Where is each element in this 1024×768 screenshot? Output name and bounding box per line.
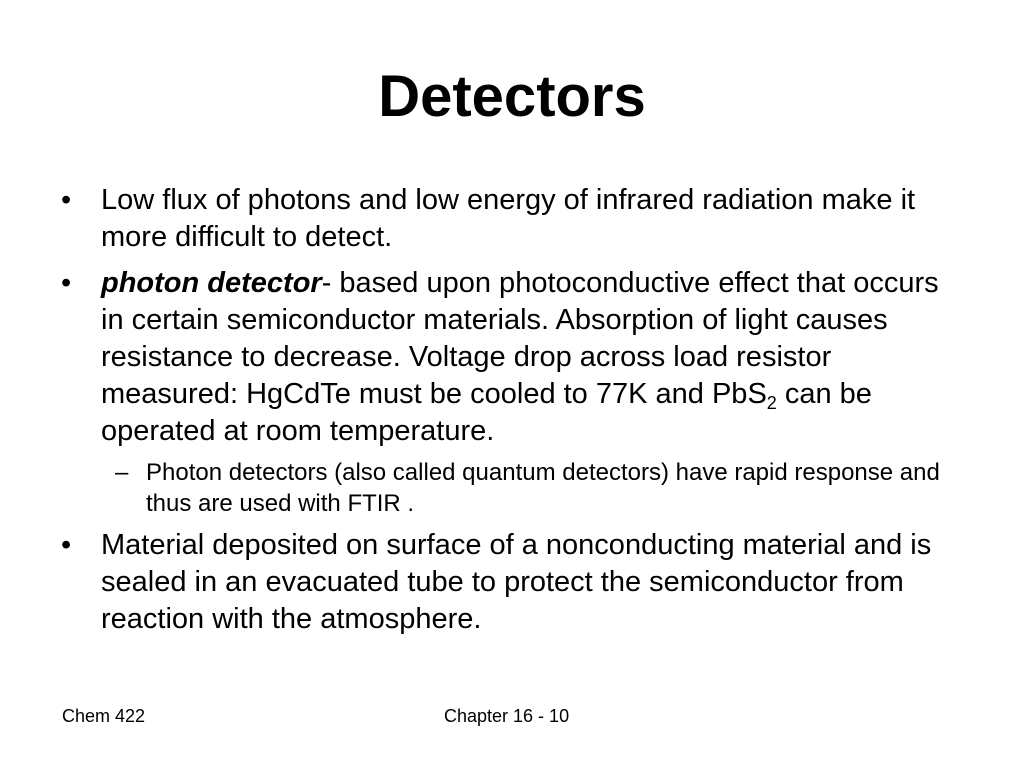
bullet-item-2 xyxy=(55,265,955,450)
bullet-term: photon detector xyxy=(101,267,322,299)
bullet-text: Low flux of photons and low energy of infrared radiation make it more difficult to detect. xyxy=(101,184,916,253)
bullet-text: - based upon photoconductive effect that occurs in certain semiconductor materials. Absorption of light causes resistance to decrease. Voltage drop across load resistor measured: HgCdTe must be cooled to 77K and PbS xyxy=(101,267,939,410)
bullet-marker: • xyxy=(61,184,72,216)
bullet-text: Material deposited on surface of a nonconducting material and is sealed in an evacuated tube to protect the semiconductor from reaction with the atmosphere. xyxy=(101,529,932,635)
bullet-item-1 xyxy=(55,182,955,256)
bullet-marker: • xyxy=(61,267,72,299)
footer-page-number: Chapter 16 - 10 xyxy=(444,706,570,726)
sub-bullet-text: Photon detectors (also called quantum detectors) have rapid response and thus are used with FTIR . xyxy=(146,459,940,517)
bullet-text-continued: can be operated at room temperature. xyxy=(101,378,872,447)
sub-bullet-item xyxy=(55,457,955,519)
bullet-item-3 xyxy=(55,527,955,638)
sub-bullet-marker: – xyxy=(115,459,129,486)
subscript: 2 xyxy=(766,393,777,413)
footer-course: Chem 422 xyxy=(62,706,146,726)
slide-title: Detectors xyxy=(378,64,646,129)
bullet-list xyxy=(55,182,955,647)
bullet-marker: • xyxy=(61,529,72,561)
